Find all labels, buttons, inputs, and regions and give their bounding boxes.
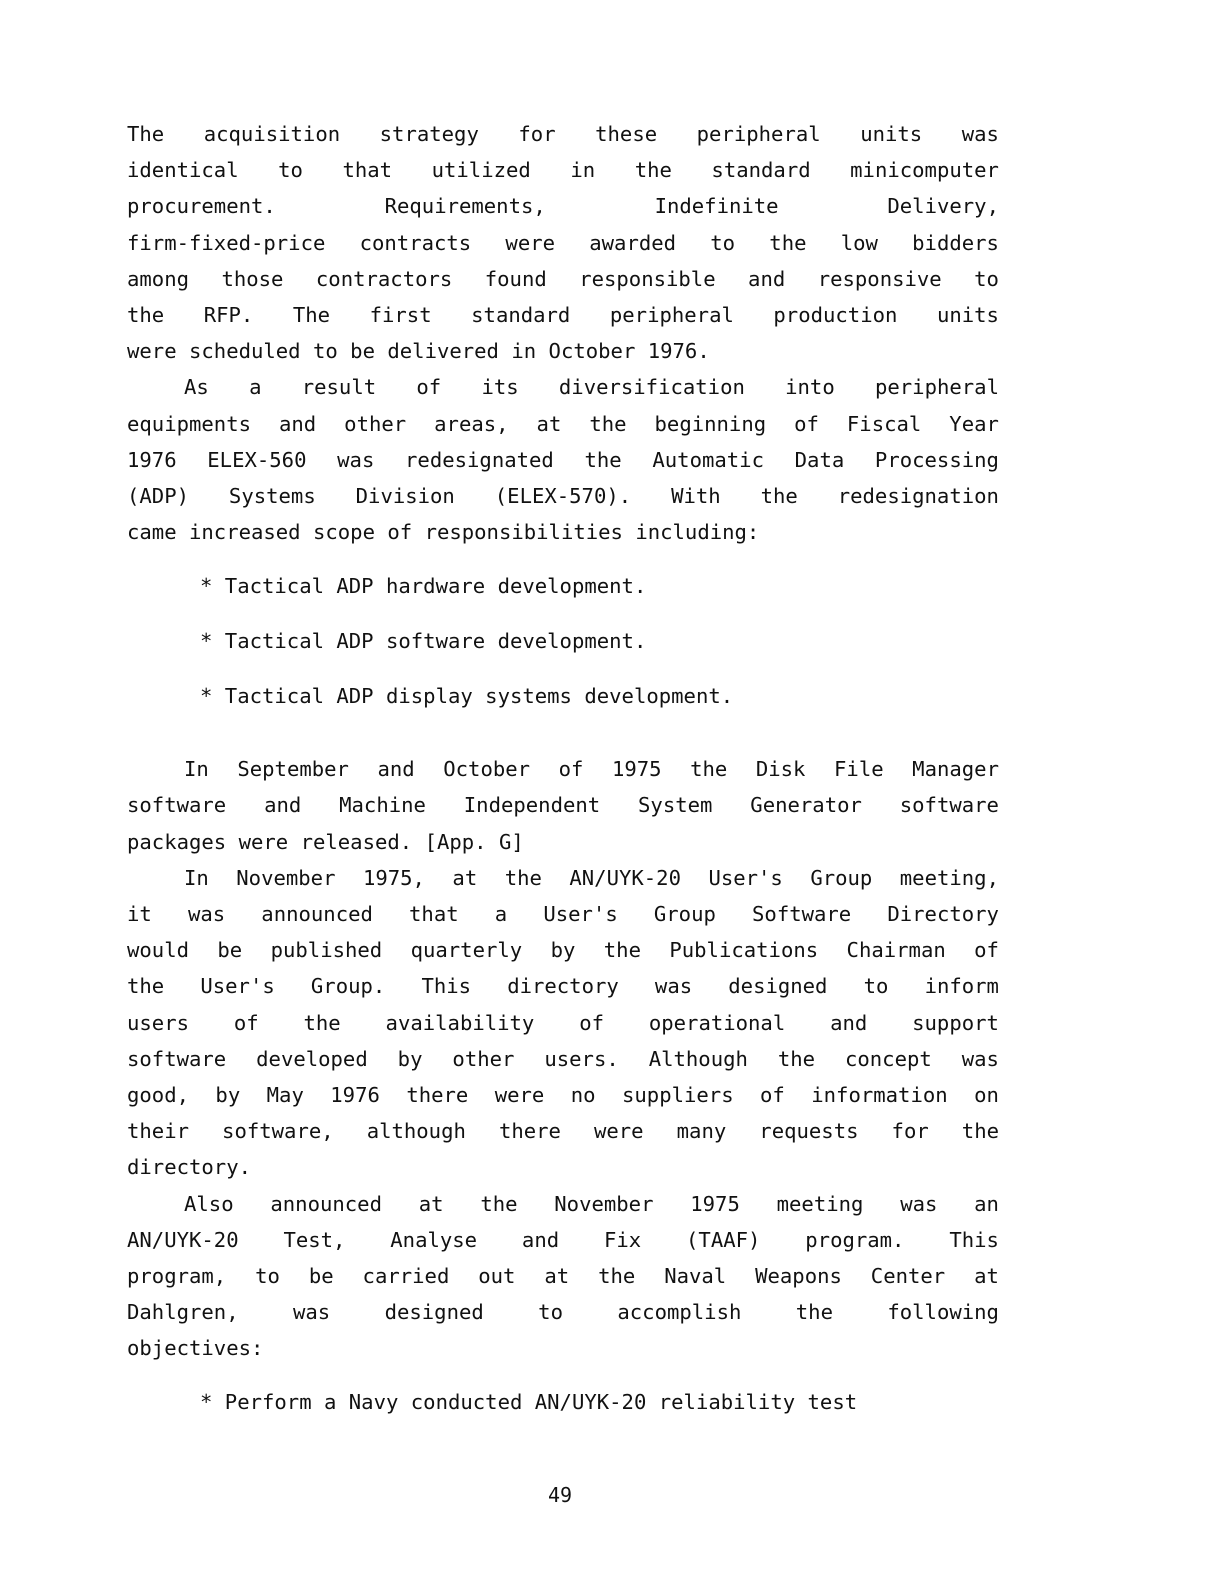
word: procurement.: [127, 194, 276, 219]
word: low: [840, 230, 878, 255]
word: were: [505, 230, 556, 255]
word: awarded: [589, 230, 677, 255]
text-line: packages were released. [App. G]: [127, 829, 524, 854]
word: Software: [752, 902, 852, 926]
word: found: [484, 266, 547, 291]
word: it: [127, 902, 152, 926]
text-line: [127, 369, 999, 405]
text-line: [127, 1113, 999, 1149]
word: units: [860, 122, 923, 146]
word: Chairman: [846, 938, 946, 963]
word: AN/UYK-20: [569, 865, 681, 890]
word: acquisition: [203, 122, 341, 146]
word: 1976: [127, 447, 177, 472]
word: In: [184, 757, 209, 782]
word: Division: [355, 483, 455, 508]
word: to: [710, 230, 736, 255]
word: software,: [222, 1119, 334, 1144]
word: As: [184, 375, 209, 400]
word: to: [863, 974, 889, 999]
word: although: [366, 1119, 466, 1144]
word: the: [504, 865, 542, 890]
word: Disk: [755, 757, 806, 782]
word: for: [891, 1119, 929, 1144]
word: 1976: [330, 1082, 380, 1107]
word: following: [887, 1300, 999, 1325]
word: the: [303, 1010, 341, 1035]
objectives-list: [127, 1384, 999, 1420]
word: of: [416, 375, 442, 400]
word: of: [233, 1010, 259, 1035]
word: ELEX-560: [207, 447, 307, 472]
word: there: [498, 1119, 561, 1144]
word: Group: [810, 865, 873, 890]
word: In: [184, 865, 209, 890]
word: Year: [949, 411, 999, 436]
text-line: [127, 442, 999, 478]
list-item: * Perform a Navy conducted AN/UYK-20 reliability test: [200, 1390, 858, 1415]
word: (TAAF): [686, 1227, 761, 1252]
paragraph-users-group: [127, 860, 999, 1186]
word: With: [671, 483, 721, 508]
word: in: [570, 158, 596, 183]
paragraph-acquisition-strategy: [127, 116, 999, 369]
word: (ADP): [127, 483, 189, 508]
word: production: [773, 302, 898, 327]
word: operational: [648, 1010, 786, 1035]
word: those: [221, 266, 284, 291]
word: and: [830, 1010, 868, 1035]
text-line: [127, 1077, 999, 1113]
word: standard: [471, 302, 571, 327]
word: the: [480, 1191, 518, 1216]
word: diversification: [558, 375, 745, 400]
word: Systems: [228, 483, 316, 508]
word: carried: [362, 1263, 450, 1288]
word: at: [452, 865, 478, 890]
text-line: [127, 297, 999, 333]
word: announced: [261, 902, 373, 926]
text-line: [127, 1222, 999, 1258]
word: concept: [844, 1046, 932, 1071]
word: a: [494, 902, 508, 926]
word: Weapons: [755, 1263, 842, 1288]
text-line: [127, 787, 999, 823]
word: This: [949, 1227, 999, 1252]
word: Center: [870, 1263, 946, 1288]
text-line: [127, 860, 999, 896]
word: a: [249, 375, 262, 400]
text-line: [127, 1186, 999, 1222]
word: firm-fixed-price: [127, 230, 326, 255]
word: to: [255, 1263, 280, 1288]
word: Publications: [669, 938, 819, 963]
word: first: [369, 302, 432, 327]
word: November: [554, 1191, 654, 1216]
word: contractors: [315, 266, 453, 291]
text-line: were scheduled to be delivered in October 1976.: [127, 339, 710, 364]
word: program,: [127, 1263, 227, 1288]
word: the: [127, 302, 165, 327]
word: Data: [794, 447, 845, 472]
word: (ELEX-570).: [494, 483, 632, 508]
word: designed: [728, 974, 828, 999]
word: areas,: [434, 411, 509, 436]
word: was: [961, 122, 999, 146]
word: Indefinite: [654, 194, 779, 219]
word: meeting: [776, 1191, 864, 1216]
word: by: [550, 938, 576, 963]
word: meeting,: [899, 865, 999, 890]
text-line: came increased scope of responsibilities including:: [127, 520, 760, 545]
text-line: [127, 406, 999, 442]
word: minicomputer: [850, 158, 999, 183]
word: users: [127, 1010, 189, 1035]
word: out: [478, 1263, 516, 1288]
word: was: [654, 974, 693, 999]
word: on: [974, 1082, 999, 1107]
text-line: [127, 968, 999, 1004]
text-line: [127, 116, 999, 152]
word: Independent: [463, 793, 601, 818]
responsibilities-list: [127, 568, 999, 714]
word: other: [452, 1046, 515, 1071]
word: units: [936, 302, 999, 327]
word: the: [690, 757, 728, 782]
word: program.: [805, 1227, 905, 1252]
word: contracts: [359, 230, 472, 255]
word: peripheral: [609, 302, 734, 327]
page-number: 49: [547, 1483, 573, 1507]
word: the: [769, 230, 807, 255]
word: User's: [708, 865, 783, 890]
word: accomplish: [617, 1300, 742, 1325]
word: the: [127, 974, 165, 999]
word: their: [127, 1119, 189, 1144]
word: November: [236, 865, 336, 890]
word: into: [785, 375, 835, 400]
text-line: directory.: [127, 1155, 251, 1180]
word: May: [266, 1082, 304, 1107]
word: User's: [200, 974, 275, 999]
word: and: [748, 266, 786, 291]
text-line: [127, 932, 999, 968]
word: good,: [127, 1082, 189, 1107]
word: and: [377, 757, 415, 782]
word: utilized: [431, 158, 531, 183]
word: were: [593, 1119, 644, 1144]
word: availability: [385, 1010, 535, 1035]
word: Although: [648, 1046, 748, 1071]
text-line: [127, 1258, 999, 1294]
word: to: [278, 158, 303, 183]
word: result: [301, 375, 377, 400]
word: software: [127, 793, 227, 818]
word: was: [187, 902, 226, 926]
word: Group: [653, 902, 716, 926]
word: October: [443, 757, 531, 782]
word: would: [127, 938, 189, 963]
word: at: [536, 411, 562, 436]
word: other: [344, 411, 407, 436]
word: software: [899, 793, 999, 818]
word: of: [579, 1010, 604, 1035]
word: that: [342, 158, 393, 183]
word: The: [292, 302, 331, 327]
word: Processing: [874, 447, 999, 472]
word: Naval: [664, 1263, 727, 1288]
word: Fiscal: [846, 411, 922, 436]
word: by: [215, 1082, 241, 1107]
word: to: [974, 266, 999, 291]
word: was: [337, 447, 375, 472]
text-line: [127, 225, 999, 261]
word: be: [308, 1263, 334, 1288]
text-line: objectives:: [127, 1336, 264, 1361]
word: Fix: [603, 1227, 642, 1252]
word: by: [397, 1046, 423, 1071]
word: users.: [544, 1046, 619, 1071]
word: the: [584, 447, 622, 472]
word: at: [544, 1263, 570, 1288]
list-item: * Tactical ADP software development.: [200, 629, 647, 654]
word: was: [900, 1191, 938, 1216]
word: at: [974, 1263, 999, 1288]
word: responsive: [817, 266, 942, 291]
page-body: [127, 116, 999, 1420]
word: Dahlgren,: [127, 1300, 239, 1325]
text-line: [127, 1005, 999, 1041]
word: September: [237, 757, 349, 782]
word: RFP.: [203, 302, 254, 327]
word: Automatic: [652, 447, 764, 472]
word: peripheral: [874, 375, 999, 400]
word: 1975: [611, 757, 662, 782]
word: Group.: [310, 974, 386, 999]
word: 1975,: [362, 865, 425, 890]
word: User's: [543, 902, 618, 926]
word: The: [127, 122, 165, 146]
word: beginning: [654, 411, 767, 436]
word: peripheral: [696, 122, 821, 146]
word: inform: [924, 974, 999, 999]
word: Machine: [339, 793, 426, 818]
list-item: * Tactical ADP hardware development.: [200, 574, 647, 599]
word: designed: [384, 1300, 484, 1325]
word: Directory: [887, 902, 999, 926]
word: of: [974, 938, 999, 963]
word: many: [676, 1119, 727, 1144]
word: no: [570, 1082, 596, 1107]
word: at: [418, 1191, 444, 1216]
word: Manager: [912, 757, 999, 782]
word: and: [264, 793, 302, 818]
word: of: [760, 1082, 785, 1107]
word: support: [912, 1010, 999, 1035]
word: the: [961, 1119, 999, 1144]
text-line: [127, 152, 999, 188]
word: among: [127, 266, 189, 291]
word: AN/UYK-20: [127, 1227, 239, 1252]
word: File: [834, 757, 884, 782]
word: equipments: [127, 411, 251, 436]
word: the: [760, 483, 798, 508]
word: the: [589, 411, 627, 436]
paragraph-taaf-program: [127, 1186, 999, 1367]
paragraph-redesignation: [127, 369, 999, 550]
word: the: [598, 1263, 636, 1288]
word: be: [217, 938, 243, 963]
word: was: [292, 1300, 331, 1325]
paragraph-software-release: [127, 751, 999, 860]
word: that: [409, 902, 459, 926]
word: requests: [759, 1119, 859, 1144]
word: Test,: [283, 1227, 346, 1252]
text-line: [127, 1294, 999, 1330]
text-line: [127, 751, 999, 787]
word: developed: [256, 1046, 368, 1071]
word: suppliers: [622, 1082, 734, 1107]
word: Also: [184, 1191, 234, 1216]
word: responsible: [579, 266, 716, 291]
word: published: [270, 938, 383, 963]
word: there: [406, 1082, 469, 1107]
word: strategy: [379, 122, 479, 146]
text-line: [127, 896, 999, 932]
word: standard: [711, 158, 811, 183]
word: Generator: [750, 793, 862, 818]
word: identical: [127, 158, 239, 183]
word: of: [558, 757, 584, 782]
word: were: [494, 1082, 545, 1107]
word: for: [518, 122, 556, 146]
word: and: [278, 411, 317, 436]
word: redesignation: [837, 483, 999, 508]
word: Delivery,: [887, 194, 999, 219]
word: the: [795, 1300, 833, 1325]
word: Requirements,: [384, 194, 546, 219]
word: announced: [270, 1191, 382, 1216]
text-line: [127, 261, 999, 297]
word: Analyse: [390, 1227, 478, 1252]
word: bidders: [912, 230, 999, 255]
text-line: [127, 478, 999, 514]
word: an: [974, 1191, 999, 1216]
word: quarterly: [410, 938, 523, 963]
word: to: [538, 1300, 563, 1325]
word: System: [638, 793, 713, 818]
list-item: * Tactical ADP display systems development.: [200, 684, 734, 709]
text-line: [127, 188, 999, 224]
word: and: [521, 1227, 560, 1252]
word: its: [481, 375, 519, 400]
word: these: [595, 122, 658, 146]
word: the: [634, 158, 672, 183]
word: software: [127, 1046, 227, 1071]
word: information: [811, 1082, 948, 1107]
word: redesignated: [405, 447, 554, 472]
word: 1975: [690, 1191, 740, 1216]
word: was: [961, 1046, 999, 1071]
word: This: [421, 974, 472, 999]
word: directory: [507, 974, 619, 999]
word: the: [777, 1046, 816, 1071]
word: of: [794, 411, 819, 436]
word: the: [603, 938, 641, 963]
text-line: [127, 1041, 999, 1077]
